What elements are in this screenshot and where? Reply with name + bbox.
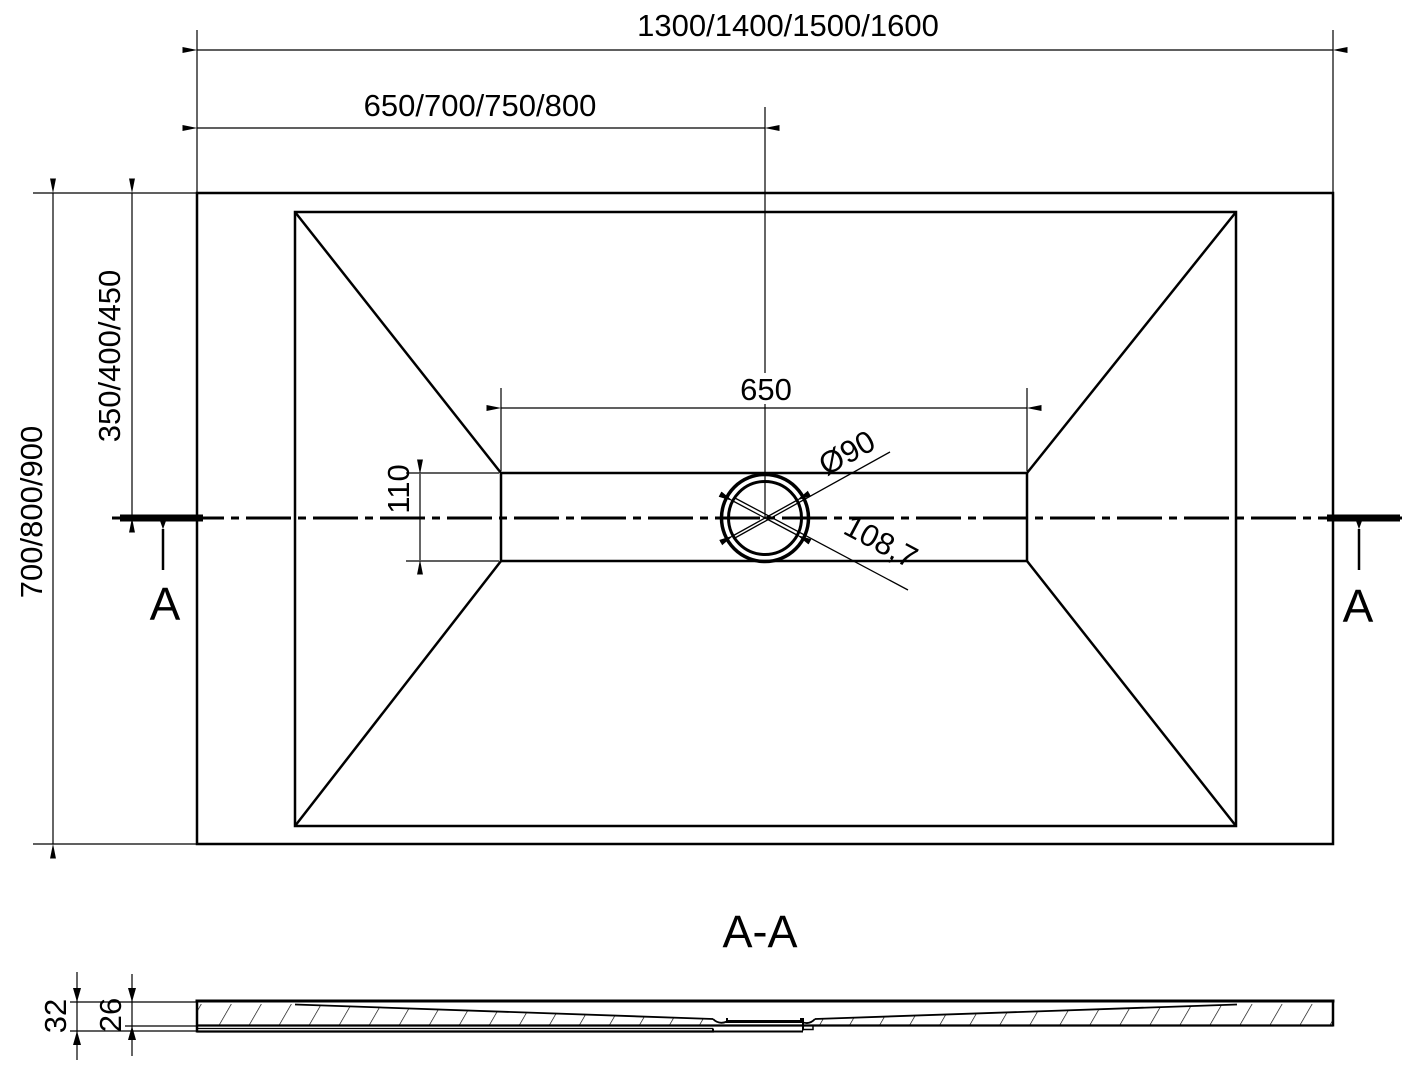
dimension-lines bbox=[53, 50, 1333, 844]
dim-label-channel-length: 650 bbox=[740, 372, 792, 407]
plan-view bbox=[14, 8, 1402, 844]
dim-label-drain-diagonal: 108,7 bbox=[838, 508, 924, 576]
dim-label-half-depth: 350/400/450 bbox=[92, 269, 127, 443]
section-title: A-A bbox=[722, 906, 798, 957]
extension-lines bbox=[33, 30, 1333, 844]
section-view bbox=[38, 906, 1335, 1060]
dim-label-drain-diameter: Ø90 bbox=[812, 423, 882, 483]
section-extension-lines bbox=[70, 1002, 197, 1031]
dim-label-channel-width: 110 bbox=[381, 464, 416, 514]
section-dimensions bbox=[38, 972, 136, 1060]
section-marker-left: A bbox=[149, 578, 181, 630]
dim-label-total-height: 32 bbox=[38, 998, 73, 1034]
section-marker-right: A bbox=[1342, 580, 1374, 632]
dim-label-half-width: 650/700/750/800 bbox=[363, 88, 597, 123]
dim-label-body-height: 26 bbox=[93, 997, 128, 1033]
dim-label-overall-depth: 700/800/900 bbox=[14, 425, 49, 599]
dim-label-overall-width: 1300/1400/1500/1600 bbox=[637, 8, 939, 43]
